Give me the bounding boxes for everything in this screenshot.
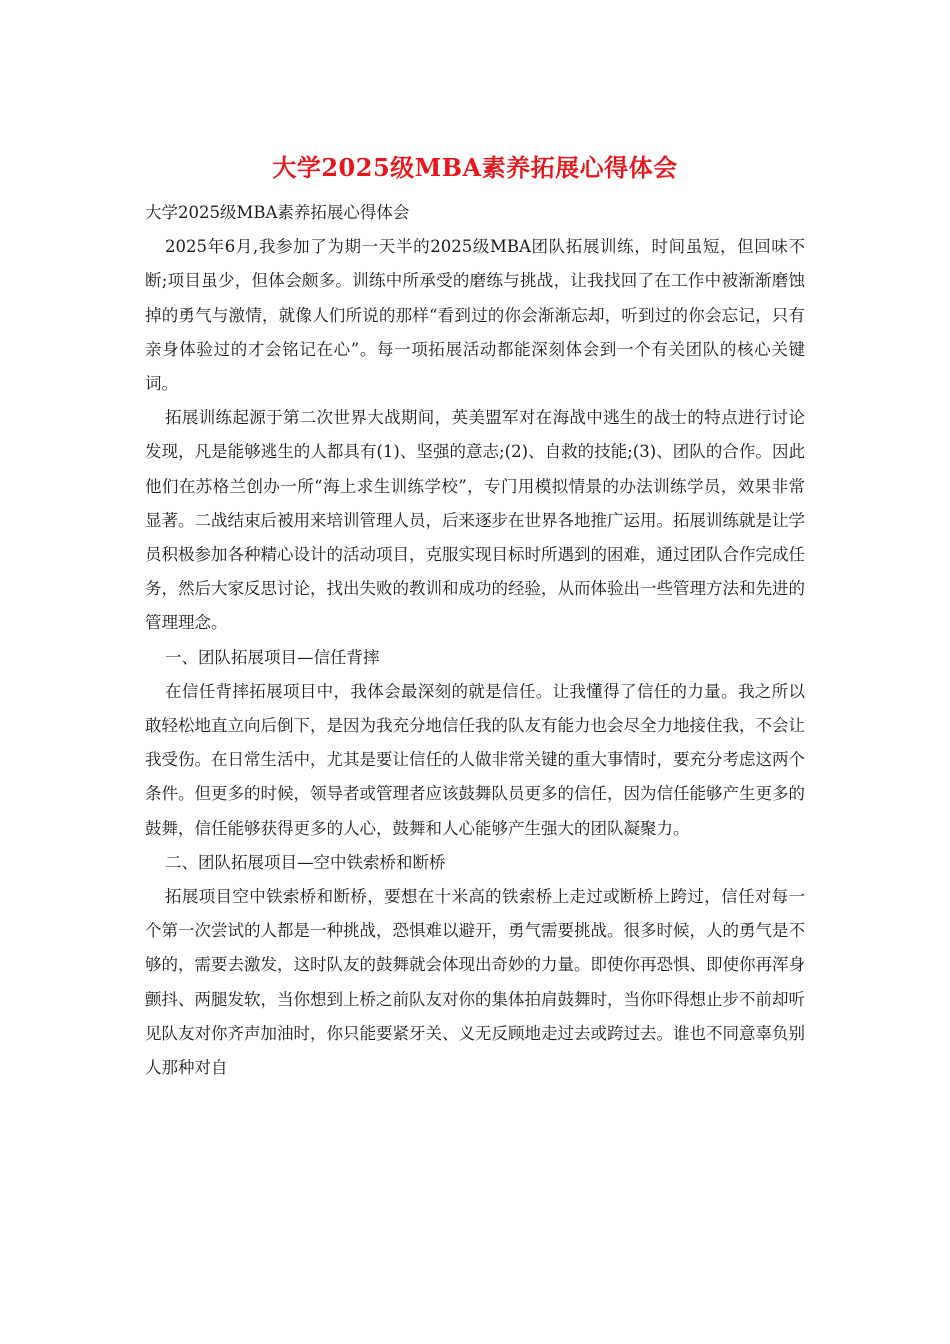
paragraph-bridge: 拓展项目空中铁索桥和断桥，要想在十米高的铁索桥上走过或断桥上跨过，信任对每一个第一次尝试的人都是一种挑战，恐惧难以避开，勇气需要挑战。很多时候，人的勇气是不够的，需要去激发，这时队友的鼓舞就会体现出奇妙的力量。即使你再恐惧、即使你再浑身颤抖、两腿发软，当你想到上桥之前队友对你的集体拍肩鼓舞时，当你吓得想止步不前却听见队友对你齐声加油时，你只能要紧牙关、义无反顾地走过去或跨过去。谁也不同意辜负别人那种对自 — [145, 887, 805, 1078]
section-heading-trust-fall: 一、团队拓展项目—信任背摔 — [165, 647, 380, 667]
document-body — [145, 196, 805, 1085]
paragraph-trust-fall: 在信任背摔拓展项目中，我体会最深刻的就是信任。让我懂得了信任的力量。我之所以敢轻松地直立向后倒下，是因为我充分地信任我的队友有能力也会尽全力地接住我，不会让我受伤。在日常生活中，尤其是要让信任的人做非常关键的重大事情时，要充分考虑这两个条件。但更多的时候，领导者或管理者应该鼓舞队员更多的信任，因为信任能够产生更多的鼓舞，信任能够获得更多的人心，鼓舞和人心能够产生强大的团队凝聚力。 — [145, 681, 805, 838]
section-heading-bridge: 二、团队拓展项目—空中铁索桥和断桥 — [165, 852, 446, 872]
subtitle-line: 大学2025级MBA素养拓展心得体会 — [145, 203, 410, 222]
paragraph-origin: 拓展训练起源于第二次世界大战期间，英美盟军对在海战中逃生的战士的特点进行讨论发现，凡是能够逃生的人都具有(1)、坚强的意志;(2)、自救的技能;(3)、团队的合作。因此他们在苏格兰创办一所“海上求生训练学校”，专门用模拟情景的办法训练学员，效果非常显著。二战结束后被用来培训管理人员，后来逐步在世界各地推广运用。拓展训练就是让学员积极参加各种精心设计的活动项目，克服实现目标时所遇到的困难，通过团队合作完成任务，然后大家反思讨论，找出失败的教训和成功的经验，从而体验出一些管理方法和先进的管理理念。 — [145, 408, 805, 633]
document-title: 大学2025级MBA素养拓展心得体会 — [272, 153, 678, 182]
paragraph-intro: 2025年6月,我参加了为期一天半的2025级MBA团队拓展训练，时间虽短，但回味不断;项目虽少，但体会颇多。训练中所承受的磨练与挑战，让我找回了在工作中被渐渐磨蚀掉的勇气与激情，就像人们所说的那样“看到过的你会渐渐忘却，听到过的你会忘记，只有亲身体验过的才会铭记在心”。每一项拓展活动都能深刻体会到一个有关团队的核心关键词。 — [145, 237, 805, 394]
